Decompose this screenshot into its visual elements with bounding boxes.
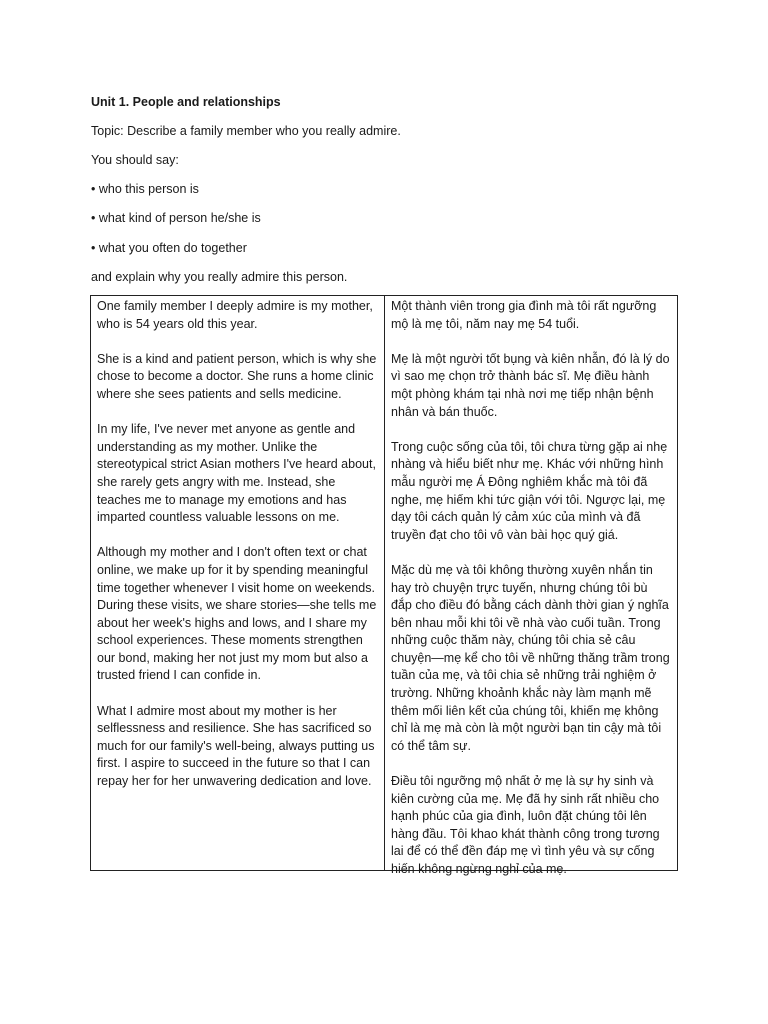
vietnamese-column — [385, 296, 677, 876]
vietnamese-paragraph: Điều tôi ngưỡng mộ nhất ở mẹ là sự hy sinh và kiên cường của mẹ. Mẹ đã hy sinh rất nhiều cho hạnh phúc của gia đình, luôn đặt chúng tôi lên hàng đầu. Tôi khao khát thành công trong tương lai để có thể đền đáp mẹ vì tình yêu và sự cống hiến không ngừng nghỉ của mẹ. — [391, 774, 660, 876]
vietnamese-paragraph: Mặc dù mẹ và tôi không thường xuyên nhắn tin hay trò chuyện trực tuyến, nhưng chúng tôi bù đắp cho điều đó bằng cách dành thời gian ý nghĩa bên nhau mỗi khi tôi về nhà vào cuối tuần. Trong những cuộc thăm này, chúng tôi chia sẻ câu chuyện—mẹ kể cho tôi về những thăng trầm trong tuần của mẹ, và tôi chia sẻ những trải nghiệm ở trường. Những khoảnh khắc này làm mạnh mẽ thêm mối liên kết của chúng tôi, khiến mẹ không chỉ là mẹ mà còn là một người bạn tin cậy mà tôi có thể tâm sự. — [391, 562, 670, 753]
answer-table — [90, 295, 678, 876]
bullet-item: • what kind of person he/she is — [91, 211, 261, 225]
english-paragraph: She is a kind and patient person, which is why she chose to become a doctor. She runs a home clinic where she sees patients and sells medicine. — [97, 351, 377, 401]
vietnamese-paragraph: Một thành viên trong gia đình mà tôi rất ngưỡng mộ là mẹ tôi, năm nay mẹ 54 tuổi. — [391, 299, 657, 331]
document-title: Unit 1. People and relationships — [91, 95, 281, 109]
english-paragraph: What I admire most about my mother is her selflessness and resilience. She has sacrificed so much for our family's well-being, always putting us first. I aspire to succeed in the future so that I can repay her for her unwavering dedication and love. — [97, 703, 375, 789]
bullet-item: • who this person is — [91, 182, 199, 196]
english-column — [91, 296, 385, 870]
english-paragraph: One family member I deeply admire is my mother, who is 54 years old this year. — [97, 299, 373, 331]
closing-prompt-line: and explain why you really admire this person. — [91, 270, 348, 284]
you-should-say-line: You should say: — [91, 153, 179, 167]
vietnamese-paragraph: Trong cuộc sống của tôi, tôi chưa từng gặp ai nhẹ nhàng và hiểu biết như mẹ. Khác với những hình mẫu người mẹ Á Đông nghiêm khắc mà tôi đã nghe, mẹ hiếm khi tức giận với tôi. Ngược lại, mẹ dạy tôi cách quản lý cảm xúc của mình và đã truyền đạt cho tôi vô vàn bài học quý giá. — [391, 439, 668, 542]
topic-line: Topic: Describe a family member who you really admire. — [91, 124, 401, 138]
vietnamese-paragraph: Mẹ là một người tốt bụng và kiên nhẫn, đó là lý do vì sao mẹ chọn trở thành bác sĩ. Mẹ điều hành một phòng khám tại nhà nơi mẹ tiếp nhận bệnh nhân và bán thuốc. — [391, 351, 670, 419]
english-paragraph: Although my mother and I don't often text or chat online, we make up for it by spending meaningful time together whenever I visit home on weekends. During these visits, we share stories—she tells me about her week's highs and lows, and I share my school experiences. These moments strengthen our bond, making her not just my mom but also a trusted friend I can confide in. — [97, 545, 377, 683]
bullet-item: • what you often do together — [91, 241, 247, 255]
english-paragraph: In my life, I've never met anyone as gentle and understanding as my mother. Unlike the stereotypical strict Asian mothers I've heard about, she rarely gets angry with me. Instead, she teaches me to manage my emotions and has imparted countless valuable lessons on me. — [97, 422, 376, 525]
